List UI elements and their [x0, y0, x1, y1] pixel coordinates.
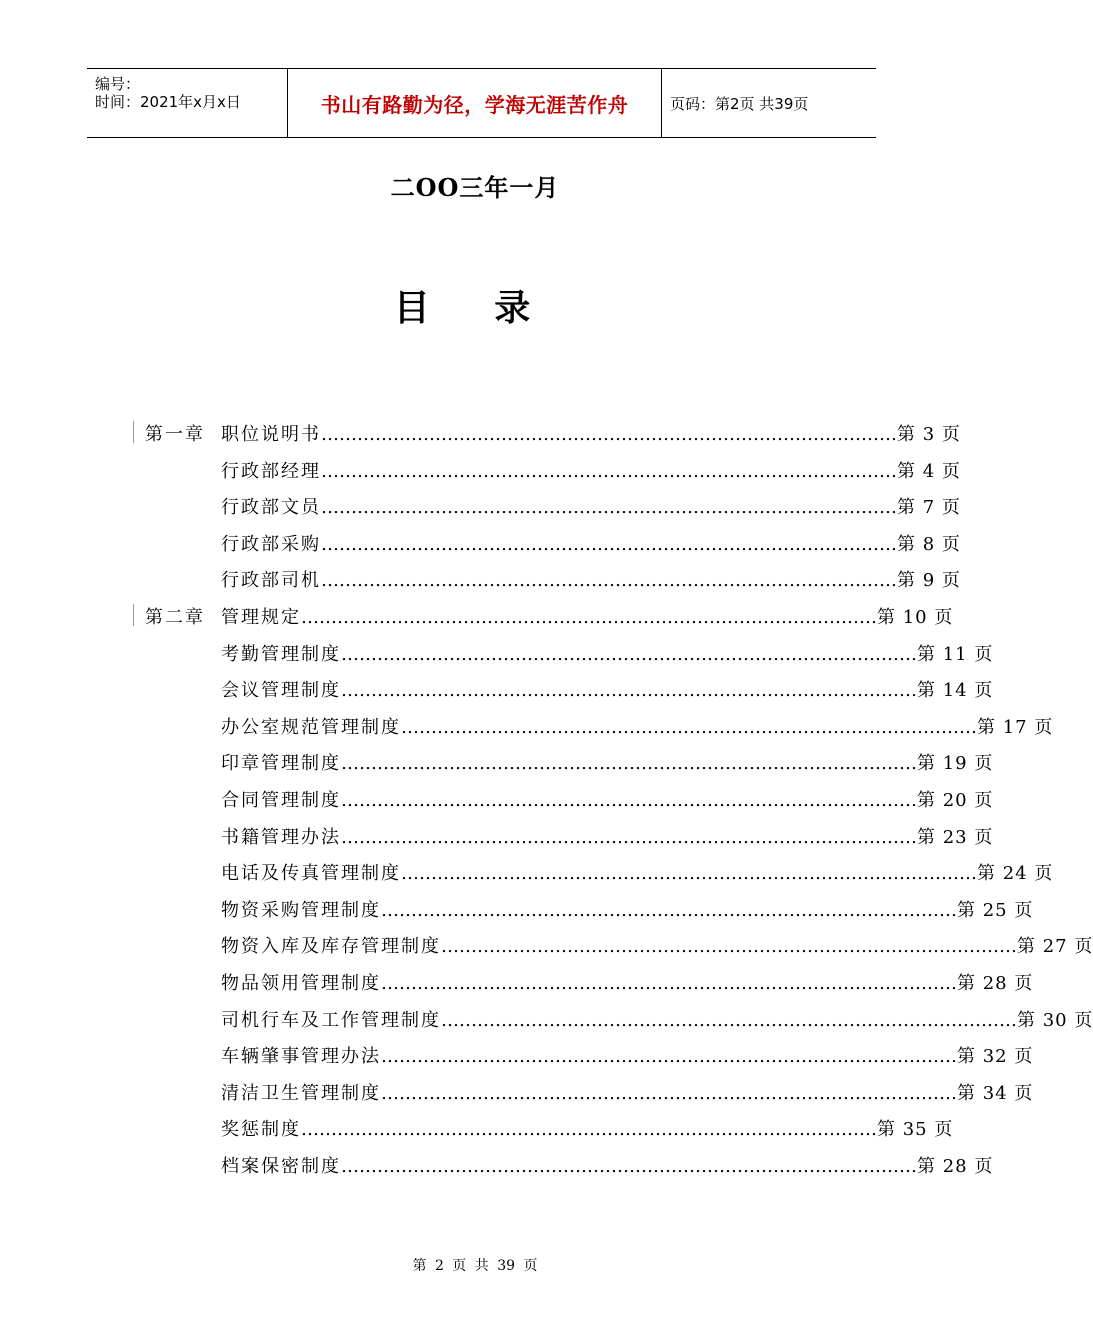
toc-page-number: 第 11 页	[917, 644, 994, 665]
toc-entry-label: 会议管理制度	[221, 680, 341, 701]
toc-page-number: 第 28 页	[917, 1156, 994, 1177]
toc-entry[interactable]	[221, 493, 961, 519]
toc-entry[interactable]	[221, 823, 994, 849]
toc-row	[0, 457, 961, 493]
toc-page-number: 第 24 页	[977, 863, 1054, 884]
toc-row	[0, 1006, 1093, 1042]
page-header	[87, 68, 876, 138]
toc-page-number: 第 3 页	[897, 424, 961, 445]
toc-entry-label: 档案保密制度	[221, 1156, 341, 1177]
toc-entry-label: 办公室规范管理制度	[221, 717, 401, 738]
toc-row	[0, 896, 1034, 932]
toc-row	[0, 676, 994, 712]
toc-leader-dots: ……………………………………………………………………………………	[441, 1010, 1017, 1031]
toc-heading-text: 目 录	[393, 287, 557, 329]
toc-entry[interactable]	[221, 640, 994, 666]
toc-page-number: 第 34 页	[957, 1083, 1034, 1104]
toc-row	[0, 823, 994, 859]
toc-entry-label: 行政部采购	[221, 534, 321, 555]
toc-page-number: 第 23 页	[917, 827, 994, 848]
toc-entry[interactable]	[221, 1115, 954, 1141]
toc-row	[0, 566, 961, 602]
toc-row	[0, 1042, 1034, 1078]
toc-entry[interactable]	[221, 530, 961, 556]
toc-leader-dots: ……………………………………………………………………………………	[341, 1156, 917, 1177]
header-motto: 书山有路勤为径，学海无涯苦作舟	[320, 92, 629, 117]
toc-heading	[0, 280, 950, 331]
toc-page-number: 第 19 页	[917, 753, 994, 774]
toc-page-number: 第 30 页	[1017, 1010, 1093, 1031]
toc-entry-label: 职位说明书	[221, 424, 321, 445]
toc-leader-dots: ……………………………………………………………………………………	[381, 900, 957, 921]
header-page-cell	[662, 69, 876, 137]
toc-entry-label: 印章管理制度	[221, 753, 341, 774]
document-time-label: 时间：2021年x月x日	[95, 93, 241, 111]
toc-row	[0, 1115, 954, 1151]
toc-row	[0, 1152, 994, 1188]
toc-entry[interactable]	[221, 420, 961, 446]
toc-page-number: 第 10 页	[877, 607, 954, 628]
toc-leader-dots: ……………………………………………………………………………………	[381, 973, 957, 994]
toc-entry[interactable]	[221, 1079, 1034, 1105]
toc-entry-label: 物品领用管理制度	[221, 973, 381, 994]
toc-row	[0, 932, 1093, 968]
toc-leader-dots: ……………………………………………………………………………………	[321, 570, 897, 591]
toc-row	[0, 640, 994, 676]
toc-row	[0, 1079, 1034, 1115]
toc-page-number: 第 27 页	[1017, 936, 1093, 957]
toc-entry[interactable]	[221, 566, 961, 592]
toc-entry-label: 管理规定	[221, 607, 301, 628]
toc-entry-label: 司机行车及工作管理制度	[221, 1010, 441, 1031]
toc-leader-dots: ……………………………………………………………………………………	[341, 753, 917, 774]
toc-page-number: 第 8 页	[897, 534, 961, 555]
chapter-marker-bar	[133, 421, 134, 443]
toc-row	[0, 749, 994, 785]
toc-leader-dots: ……………………………………………………………………………………	[321, 461, 897, 482]
toc-leader-dots: ……………………………………………………………………………………	[341, 680, 917, 701]
header-left-cell	[87, 69, 287, 137]
header-motto-cell	[287, 69, 662, 137]
toc-entry-label: 电话及传真管理制度	[221, 863, 401, 884]
toc-row	[0, 530, 961, 566]
toc-row	[0, 603, 954, 639]
toc-leader-dots: ……………………………………………………………………………………	[401, 717, 977, 738]
toc-entry-label: 行政部经理	[221, 461, 321, 482]
toc-leader-dots: ……………………………………………………………………………………	[341, 790, 917, 811]
toc-page-number: 第 20 页	[917, 790, 994, 811]
toc-entry-label: 合同管理制度	[221, 790, 341, 811]
toc-leader-dots: ……………………………………………………………………………………	[321, 497, 897, 518]
toc-leader-dots: ……………………………………………………………………………………	[381, 1083, 957, 1104]
toc-page-number: 第 9 页	[897, 570, 961, 591]
toc-entry-label: 清洁卫生管理制度	[221, 1083, 381, 1104]
toc-row	[0, 786, 994, 822]
page-footer: 第 2 页 共 39 页	[412, 1258, 538, 1274]
toc-row	[0, 859, 1054, 895]
toc-entry-label: 考勤管理制度	[221, 644, 341, 665]
toc-entry[interactable]	[221, 859, 1054, 885]
toc-entry-label: 行政部文员	[221, 497, 321, 518]
toc-entry[interactable]	[221, 1152, 994, 1178]
toc-entry-label: 书籍管理办法	[221, 827, 341, 848]
toc-leader-dots: ……………………………………………………………………………………	[381, 1046, 957, 1067]
toc-leader-dots: ……………………………………………………………………………………	[301, 1119, 877, 1140]
toc-chapter-label: 第二章	[145, 607, 205, 628]
toc-entry-label: 行政部司机	[221, 570, 321, 591]
toc-entry[interactable]	[221, 457, 961, 483]
toc-leader-dots: ……………………………………………………………………………………	[321, 424, 897, 445]
toc-entry[interactable]	[221, 786, 994, 812]
document-date: 二OO三年一月	[390, 173, 560, 202]
header-page-info: 页码：第2页 共39页	[670, 94, 809, 113]
toc-entry-label: 物资入库及库存管理制度	[221, 936, 441, 957]
toc-page-number: 第 14 页	[917, 680, 994, 701]
toc-entry[interactable]	[221, 1006, 1093, 1032]
toc-entry-label: 车辆肇事管理办法	[221, 1046, 381, 1067]
toc-page-number: 第 4 页	[897, 461, 961, 482]
toc-leader-dots: ……………………………………………………………………………………	[441, 936, 1017, 957]
toc-leader-dots: ……………………………………………………………………………………	[321, 534, 897, 555]
toc-row	[0, 493, 961, 529]
toc-entry[interactable]	[221, 932, 1093, 958]
toc-entry[interactable]	[221, 749, 994, 775]
toc-page-number: 第 25 页	[957, 900, 1034, 921]
toc-page-number: 第 7 页	[897, 497, 961, 518]
toc-chapter-label: 第一章	[145, 424, 205, 445]
toc-leader-dots: ……………………………………………………………………………………	[401, 863, 977, 884]
toc-page-number: 第 32 页	[957, 1046, 1034, 1067]
toc-entry[interactable]	[221, 1042, 1034, 1068]
toc-page-number: 第 17 页	[977, 717, 1054, 738]
toc-row	[0, 420, 961, 456]
toc-entry[interactable]	[221, 713, 1054, 739]
toc-page-number: 第 35 页	[877, 1119, 954, 1140]
toc-leader-dots: ……………………………………………………………………………………	[341, 644, 917, 665]
toc-entry[interactable]	[221, 896, 1034, 922]
document-number-label: 编号：	[95, 75, 141, 93]
toc-page-number: 第 28 页	[957, 973, 1034, 994]
toc-entry-label: 奖惩制度	[221, 1119, 301, 1140]
toc-row	[0, 713, 1054, 749]
chapter-marker-bar	[133, 604, 134, 626]
toc-entry-label: 物资采购管理制度	[221, 900, 381, 921]
toc-leader-dots: ……………………………………………………………………………………	[301, 607, 877, 628]
toc-entry[interactable]	[221, 603, 954, 629]
toc-leader-dots: ……………………………………………………………………………………	[341, 827, 917, 848]
toc-row	[0, 969, 1034, 1005]
toc-entry[interactable]	[221, 676, 994, 702]
toc-entry[interactable]	[221, 969, 1034, 995]
